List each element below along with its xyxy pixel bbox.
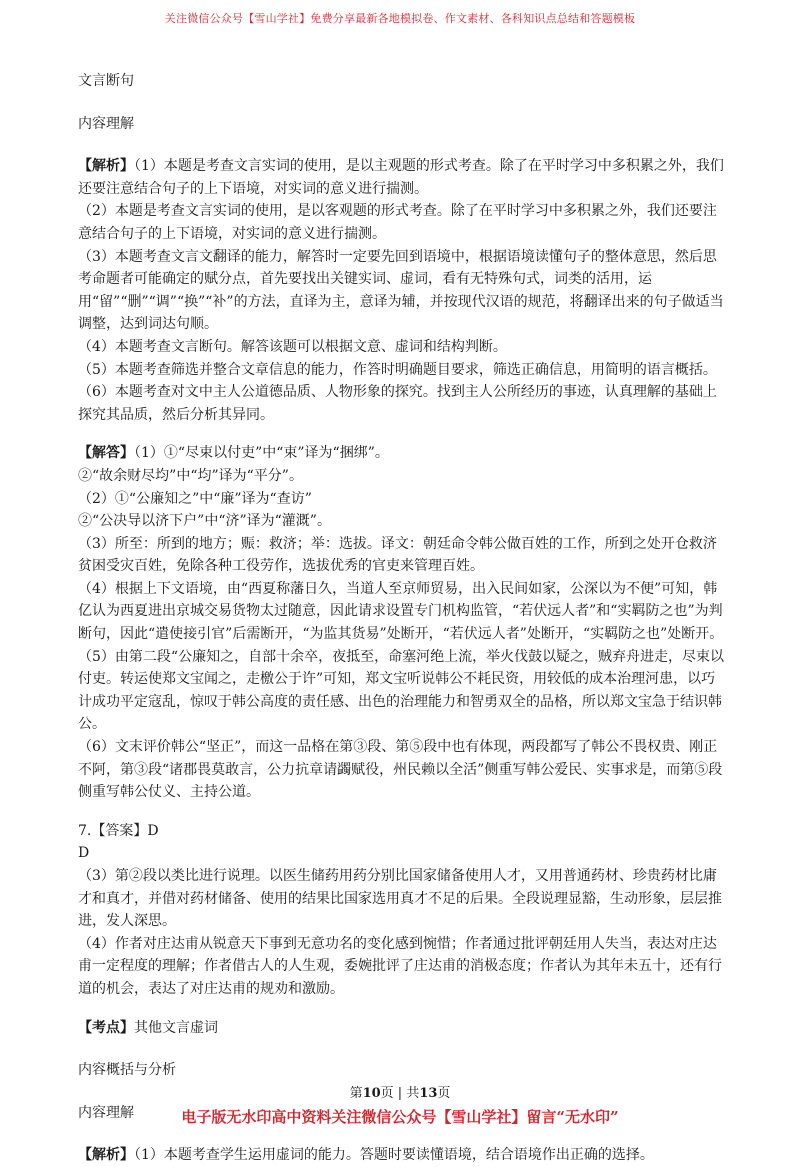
document-body xyxy=(78,70,728,1167)
analysis-item-2: （2）本题是考查文言实词的使用，是以客观题的形式考查。除了在平时学习中多积累之外，我们还要注意结合句子的上下语境，对实词的意义进行揣测。 xyxy=(78,203,717,242)
answer-item-6: （6）文末评价韩公“坚正”，而这一品格在第③段、第⑤段中也有体现，两段都写了韩公不畏权贵、刚正不阿，第③段“诸郡畏莫敢言，公力抗章请蠲赋役，州民赖以全活”侧重写韩公爱民、实事求是，而第⑤段侧重写韩公仗义、主持公道。 xyxy=(78,739,723,801)
kaodian-paragraph xyxy=(78,1017,728,1040)
page-number xyxy=(0,1082,800,1101)
section-heading: 内容理解 xyxy=(78,1104,134,1121)
page-prefix: 第 xyxy=(349,1086,363,1101)
answer-item-4: （4）根据上下文语境，由“西夏称藩日久，当道人至京师贸易，出入民间如家，公深以为不便”可知，韩亿认为西夏进出京城交易货物太过随意，因此请求设置专门机构监管，“若伏远人者”和“实羁防之也”为判断句，因此“遣使接引官”后需断开，“为监其货易”处断开，“若伏远人者”处断开，“实羁防之也”处断开。 xyxy=(78,580,724,643)
analysis-item-3: （3）本题考查文言文翻译的能力，解答时一定要先回到语境中，根据语境读懂句子的整体意思，然后思考命题者可能确定的赋分点，首先要找出关键实词、虚词，看有无特殊句式，词类的活用，运用“留”“删”“调”“换”“补”的方法，直译为主，意译为辅，并按现代汉语的规范，将翻译出来的句子做适当调整，达到词达句顺。 xyxy=(78,248,724,333)
answer-item-3: （3）所至：所到的地方；赈：救济；举：选拔。译文：朝廷命令韩公做百姓的工作，所到之处开仓救济贫困受灾百姓，免除各种工役劳作，选拔优秀的官吏来管理百姓。 xyxy=(78,535,717,575)
q7-item-3: （3）第②段以类比进行说理。以医生储药用药分别比国家储备使用人才，又用普通药材、珍贵药材比庸才和真才，并借对药材储备、使用的结果比国家选用真才不足的后果。全段说理显豁，生动形象，层层推进，发人深思。 xyxy=(78,868,722,930)
page-suffix: 页 xyxy=(437,1086,451,1101)
answer-label: 【解答】 xyxy=(78,445,134,462)
current-page: 10 xyxy=(362,1086,381,1101)
final-analysis-paragraph xyxy=(78,1144,728,1167)
section-heading: 内容概括与分析 xyxy=(78,1062,176,1079)
kaodian-text: 其他文言虚词 xyxy=(134,1019,218,1036)
total-pages: 13 xyxy=(419,1086,438,1101)
section-heading: 文言断句 xyxy=(78,73,134,89)
analysis-item-6: （6）本题考查对文中主人公道德品质、人物形象的探究。找到主人公所经历的事迹，认真理解的基础上探究其品质，然后分析其异同。 xyxy=(78,384,717,423)
q7-item-4: （4）作者对庄达甫从锐意天下事到无意功名的变化感到惋惜；作者通过批评朝廷用人失当，表达对庄达甫一定程度的理解；作者借古人的人生观，委婉批评了庄达甫的消极态度；作者认为其年未五十，还有行道的机会，表达了对庄达甫的规劝和激励。 xyxy=(78,935,722,997)
analysis-label: 【解析】 xyxy=(78,158,134,175)
analysis-label: 【解析】 xyxy=(78,1147,134,1164)
q7-answer-line: 7.【答案】D xyxy=(78,822,159,839)
q7-answer-letter: D xyxy=(78,845,90,862)
page-mid: 页 | 共 xyxy=(380,1086,420,1101)
answer-item-1b: ②“故余财尽均”中“均”译为“平分”。 xyxy=(78,467,303,484)
answer-item-2a: （2）①“公廉知之”中“廉”译为“查访” xyxy=(78,490,312,507)
answer-item-5: （5）由第二段“公廉知之，自部十余卒，夜抵至，命塞河绝上流，举火伐鼓以疑之，贼弃舟进走，尽束以付吏。转运使郑文宝闻之，走檄公于许”可知，郑文宝听说韩公不耗民资，用较低的成本治理河患，以巧计成功平定寇乱，惊叹于韩公高度的责任感、出色的治理能力和智勇双全的品格，所以郑文宝急于结识韩公。 xyxy=(78,648,725,733)
answer-item-1a: （1）①“尽束以付吏”中“束”译为“捆绑”。 xyxy=(134,445,389,462)
section-heading: 内容理解 xyxy=(78,115,134,132)
final-analysis-text: （1）本题考查学生运用虚词的能力。答题时要读懂语境，结合语境作出正确的选择。 xyxy=(134,1147,654,1164)
analysis-item-5: （5）本题考查筛选并整合文章信息的能力，作答时明确题目要求，筛选正确信息，用简明的语言概括。 xyxy=(78,361,717,378)
answer-item-2b: ②“公决导以济下户”中“济”译为“灌溉”。 xyxy=(78,513,331,530)
bottom-promo-banner: 电子版无水印高中资料关注微信公众号【雪山学社】留言“无水印” xyxy=(181,1108,619,1126)
analysis-item-4: （4）本题考查文言断句。解答该题可以根据文意、虚词和结构判断。 xyxy=(78,338,507,355)
analysis-paragraph xyxy=(78,155,728,200)
answer-paragraph xyxy=(78,442,728,465)
kaodian-label: 【考点】 xyxy=(78,1019,134,1036)
analysis-item-1: （1）本题是考查文言实词的使用，是以主观题的形式考查。除了在平时学习中多积累之外，我们还要注意结合句子的上下语境，对实词的意义进行揣测。 xyxy=(78,158,724,197)
top-promo-banner: 关注微信公众号【雪山学社】免费分享最新各地模拟卷、作文素材、各科知识点总结和答题模板 xyxy=(164,12,636,25)
